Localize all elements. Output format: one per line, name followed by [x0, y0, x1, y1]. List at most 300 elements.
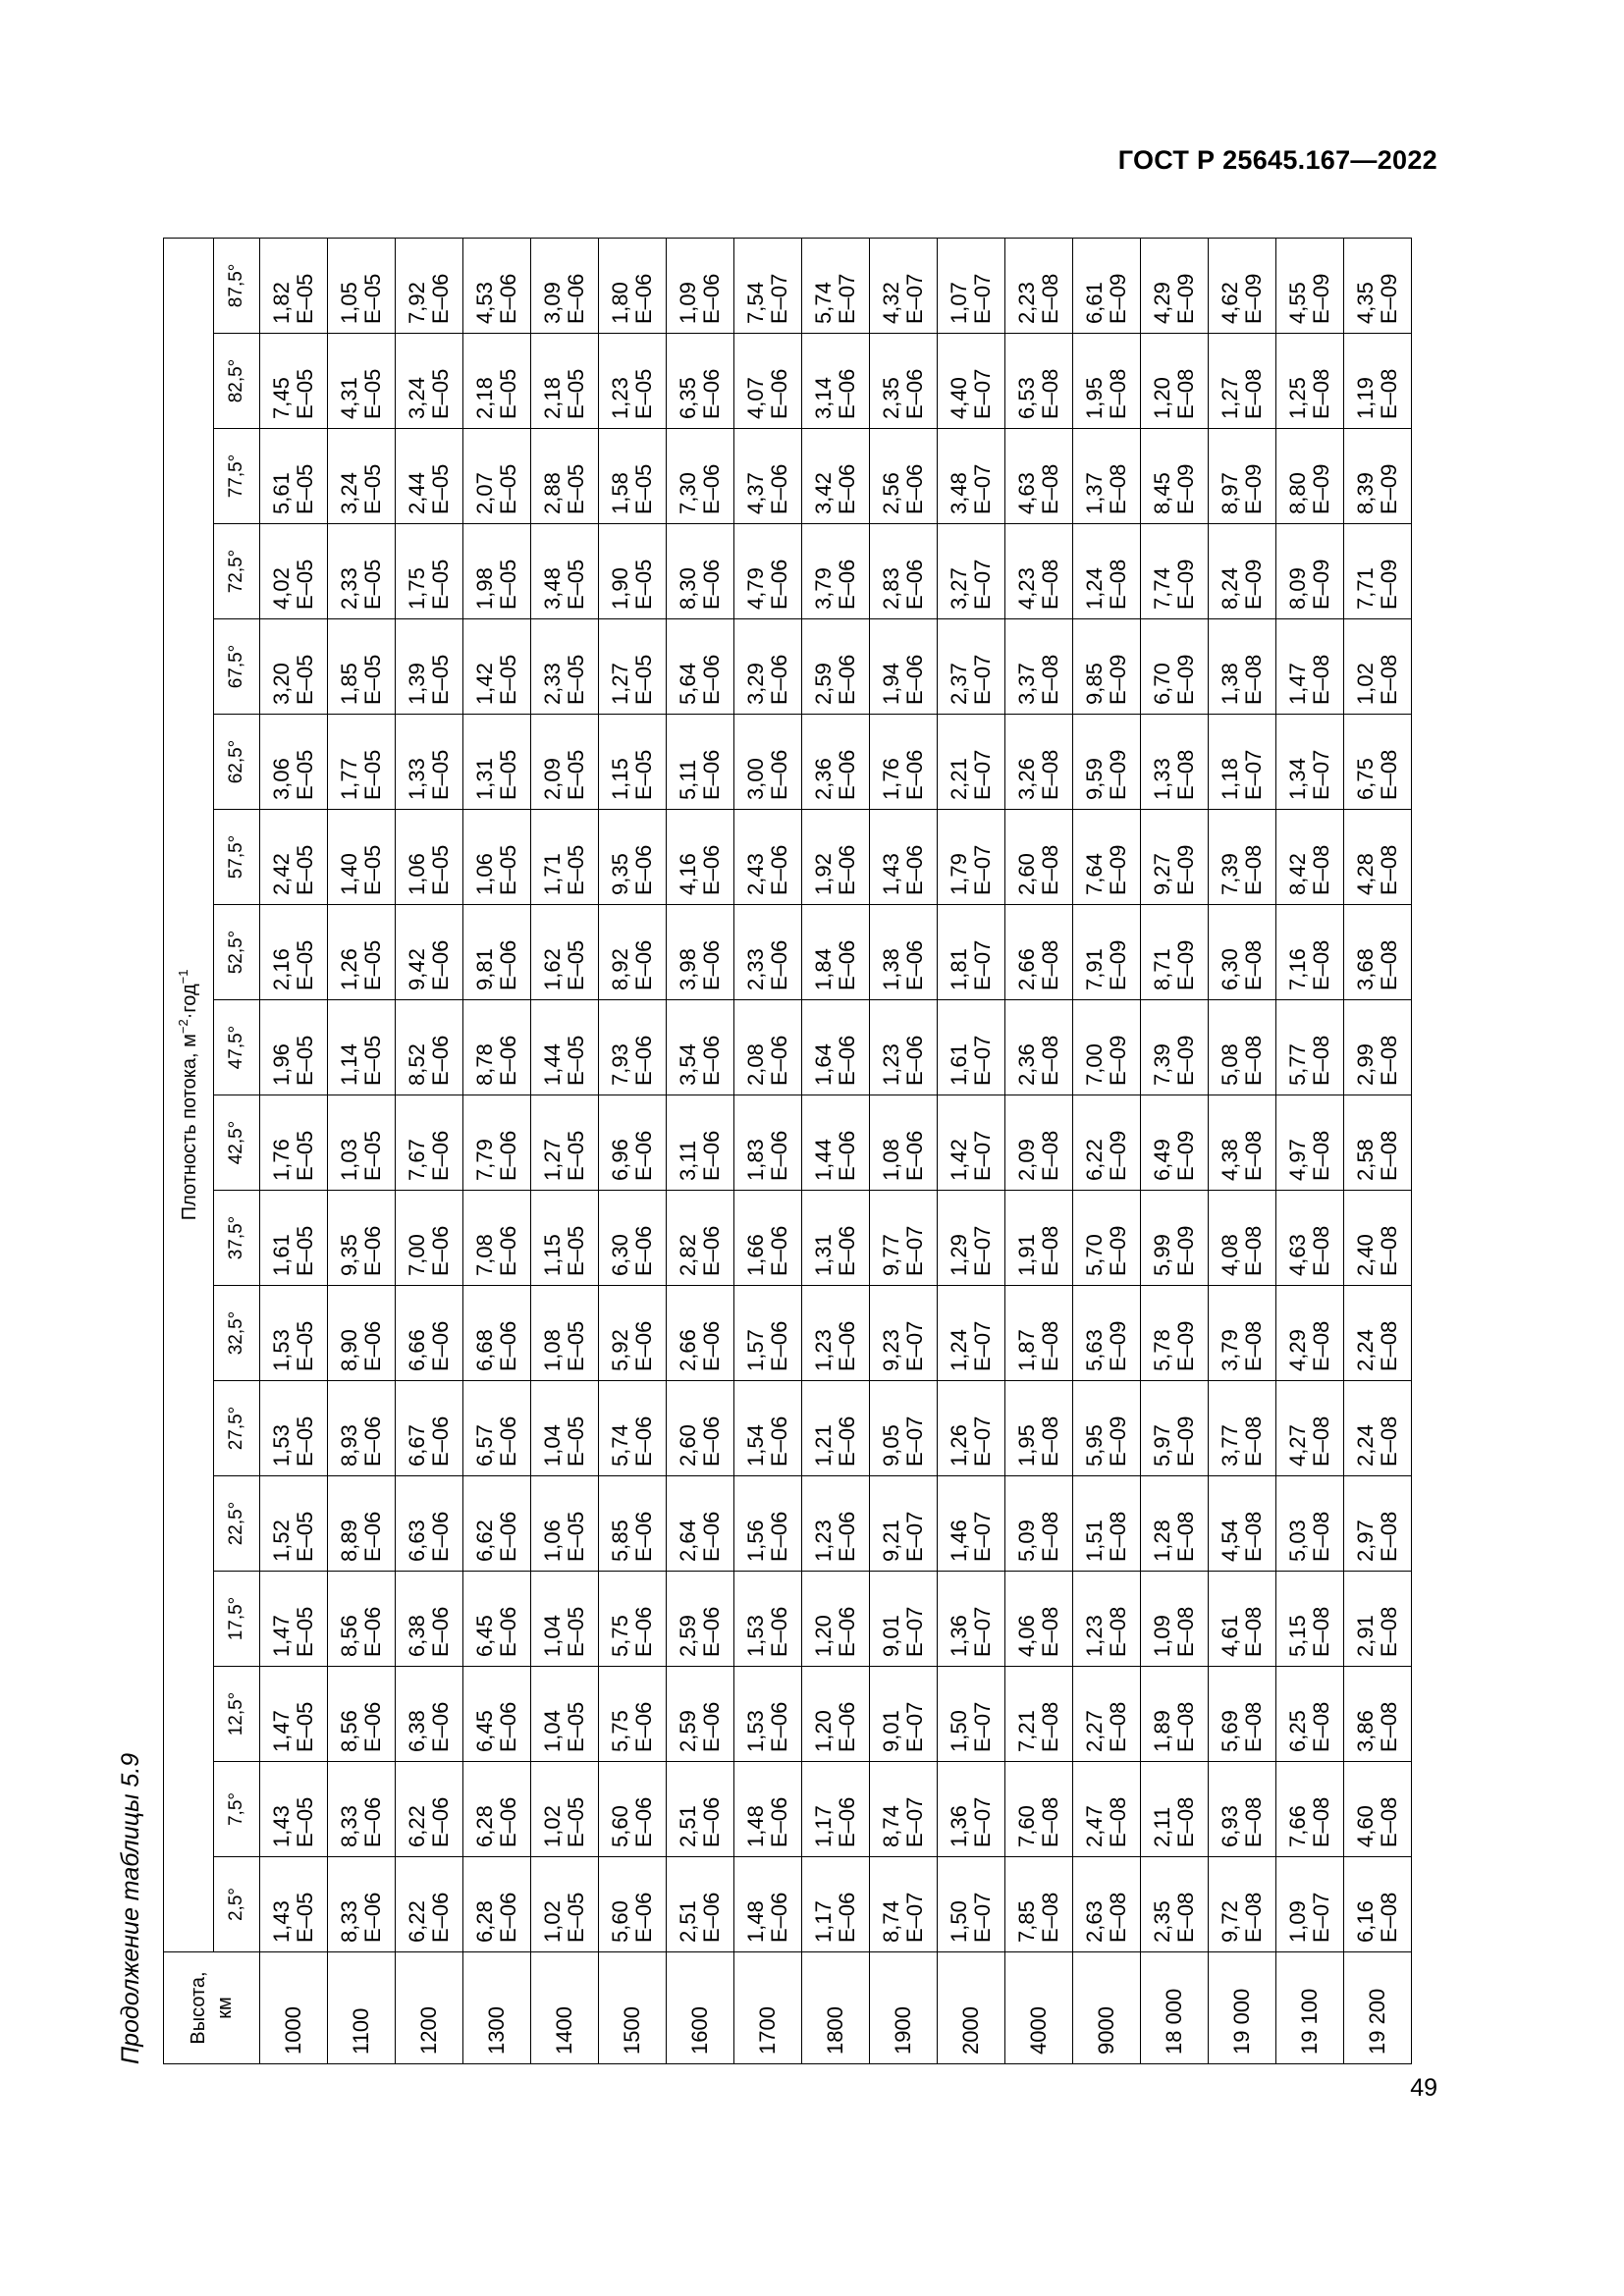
- altitude-cell: 9000: [1073, 1952, 1141, 2064]
- flux-value-cell: [1344, 810, 1412, 905]
- mantissa: 6,38: [405, 1615, 429, 1657]
- exponent: E–06: [767, 1701, 791, 1752]
- exponent: E–06: [496, 1892, 520, 1943]
- exponent: E–08: [1173, 1606, 1198, 1657]
- exponent: E–07: [970, 368, 995, 419]
- mantissa: 2,51: [676, 1805, 700, 1847]
- flux-value-cell: [1141, 1572, 1209, 1667]
- exponent: E–08: [1038, 559, 1062, 610]
- mantissa: 1,75: [405, 567, 429, 610]
- exponent: E–05: [496, 559, 520, 610]
- mantissa: 2,83: [879, 567, 903, 610]
- mantissa: 1,84: [811, 948, 836, 990]
- mantissa: 1,06: [472, 853, 497, 895]
- exponent: E–06: [360, 1701, 385, 1752]
- flux-value-cell: [938, 1381, 1005, 1476]
- exponent: E–08: [1173, 1892, 1198, 1943]
- mantissa: 2,58: [1353, 1139, 1378, 1181]
- document-code: ГОСТ Р 25645.167—2022: [1117, 145, 1437, 175]
- mantissa: 5,69: [1218, 1710, 1242, 1752]
- flux-value-cell: [463, 1572, 531, 1667]
- mantissa: 1,76: [879, 758, 903, 800]
- mantissa: 1,90: [608, 567, 632, 610]
- flux-value-cell: [802, 715, 870, 810]
- flux-value-cell: [396, 619, 463, 715]
- exponent: E–06: [767, 1606, 791, 1657]
- exponent: E–08: [1309, 1035, 1333, 1086]
- mantissa: 3,00: [743, 758, 768, 800]
- mantissa: 8,39: [1353, 472, 1378, 514]
- mantissa: 7,85: [1014, 1900, 1039, 1943]
- mantissa: 3,42: [811, 472, 836, 514]
- mantissa: 9,35: [608, 853, 632, 895]
- mantissa: 1,57: [743, 1329, 768, 1371]
- flux-value-cell: [531, 1191, 599, 1286]
- flux-value-cell: [463, 1667, 531, 1762]
- exponent: E–08: [1038, 1796, 1062, 1847]
- exponent: E–05: [293, 749, 317, 800]
- flux-value-cell: [1344, 1762, 1412, 1857]
- table-row: [396, 238, 463, 2063]
- exponent: E–05: [360, 939, 385, 990]
- altitude-cell: 1100: [328, 1952, 396, 2064]
- mantissa: 3,79: [1218, 1329, 1242, 1371]
- flux-value-cell: [328, 1572, 396, 1667]
- mantissa: 3,14: [811, 377, 836, 419]
- angle-header: 37,5°: [214, 1191, 260, 1286]
- exponent: E–08: [1038, 1035, 1062, 1086]
- flux-value-cell: [870, 334, 938, 429]
- exponent: E–08: [1038, 1225, 1062, 1276]
- exponent: E–06: [835, 559, 859, 610]
- exponent: E–07: [902, 1892, 927, 1943]
- exponent: E–06: [428, 273, 453, 324]
- mantissa: 1,94: [879, 663, 903, 705]
- flux-value-cell: [599, 1857, 667, 1952]
- mantissa: 2,36: [811, 758, 836, 800]
- exponent: E–06: [496, 1035, 520, 1086]
- flux-value-cell: [802, 1667, 870, 1762]
- exponent: E–06: [631, 844, 656, 895]
- flux-value-cell: [802, 1286, 870, 1381]
- flux-value-cell: [938, 1476, 1005, 1572]
- mantissa: 5,63: [1082, 1329, 1107, 1371]
- table-row: [1344, 238, 1412, 2063]
- exponent: E–05: [428, 463, 453, 514]
- table-row: [802, 238, 870, 2063]
- exponent: E–08: [1173, 1701, 1198, 1752]
- flux-value-cell: [260, 524, 328, 619]
- flux-value-cell: [1209, 715, 1276, 810]
- exponent: E–08: [1173, 749, 1198, 800]
- flux-value-cell: [667, 619, 734, 715]
- mantissa: 1,83: [743, 1139, 768, 1181]
- exponent: E–06: [835, 1511, 859, 1562]
- flux-value-cell: [396, 1381, 463, 1476]
- mantissa: 1,23: [608, 377, 632, 419]
- flux-value-cell: [531, 1095, 599, 1191]
- flux-value-cell: [531, 1667, 599, 1762]
- mantissa: 5,85: [608, 1520, 632, 1562]
- flux-value-cell: [463, 715, 531, 810]
- flux-value-cell: [396, 1000, 463, 1095]
- mantissa: 1,06: [405, 853, 429, 895]
- flux-value-cell: [599, 1095, 667, 1191]
- flux-value-cell: [1276, 238, 1344, 333]
- exponent: E–09: [1377, 273, 1401, 324]
- mantissa: 2,09: [540, 758, 565, 800]
- flux-value-cell: [1005, 1381, 1073, 1476]
- mantissa: 2,66: [1014, 948, 1039, 990]
- mantissa: 7,66: [1285, 1805, 1310, 1847]
- flux-value-cell: [667, 1381, 734, 1476]
- exponent: E–06: [902, 559, 927, 610]
- mantissa: 2,51: [676, 1900, 700, 1943]
- mantissa: 7,16: [1285, 948, 1310, 990]
- flux-value-cell: [734, 810, 802, 905]
- mantissa: 4,54: [1218, 1520, 1242, 1562]
- mantissa: 6,62: [472, 1520, 497, 1562]
- mantissa: 1,19: [1353, 377, 1378, 419]
- flux-value-cell: [1209, 524, 1276, 619]
- exponent: E–05: [564, 844, 588, 895]
- flux-value-cell: [1073, 238, 1141, 333]
- table-row: [734, 238, 802, 2063]
- exponent: E–09: [1106, 1225, 1130, 1276]
- exponent: E–05: [428, 368, 453, 419]
- mantissa: 4,61: [1218, 1615, 1242, 1657]
- exponent: E–08: [1377, 1130, 1401, 1181]
- exponent: E–06: [360, 1511, 385, 1562]
- exponent: E–05: [360, 844, 385, 895]
- mantissa: 1,37: [1082, 472, 1107, 514]
- mantissa: 1,27: [608, 663, 632, 705]
- exponent: E–05: [564, 1606, 588, 1657]
- mantissa: 1,47: [269, 1615, 294, 1657]
- flux-value-cell: [599, 1762, 667, 1857]
- mantissa: 1,05: [337, 282, 361, 324]
- mantissa: 4,37: [743, 472, 768, 514]
- flux-value-cell: [1344, 619, 1412, 715]
- flux-value-cell: [1005, 1667, 1073, 1762]
- flux-value-cell: [734, 1572, 802, 1667]
- mantissa: 4,29: [1285, 1329, 1310, 1371]
- flux-value-cell: [667, 238, 734, 333]
- flux-value-cell: [463, 1286, 531, 1381]
- mantissa: 2,07: [472, 472, 497, 514]
- mantissa: 7,30: [676, 472, 700, 514]
- exponent: E–07: [970, 1320, 995, 1371]
- flux-value-cell: [802, 619, 870, 715]
- mantissa: 4,79: [743, 567, 768, 610]
- mantissa: 2,37: [947, 663, 971, 705]
- mantissa: 5,75: [608, 1710, 632, 1752]
- exponent: E–06: [428, 1415, 453, 1467]
- mantissa: 8,78: [472, 1043, 497, 1086]
- flux-value-cell: [1209, 1000, 1276, 1095]
- mantissa: 1,89: [1150, 1710, 1174, 1752]
- mantissa: 6,49: [1150, 1139, 1174, 1181]
- angle-header: 2,5°: [214, 1857, 260, 1952]
- mantissa: 2,11: [1150, 1806, 1174, 1847]
- exponent: E–06: [767, 1130, 791, 1181]
- exponent: E–05: [428, 559, 453, 610]
- flux-value-cell: [1344, 1667, 1412, 1762]
- mantissa: 2,82: [676, 1234, 700, 1276]
- exponent: E–07: [1309, 1892, 1333, 1943]
- flux-value-cell: [1005, 619, 1073, 715]
- flux-value-cell: [1005, 905, 1073, 1000]
- exponent: E–06: [835, 1606, 859, 1657]
- exponent: E–08: [1106, 1606, 1130, 1657]
- exponent: E–08: [1241, 1511, 1266, 1562]
- flux-value-cell: [463, 619, 531, 715]
- flux-value-cell: [734, 1667, 802, 1762]
- flux-value-cell: [1344, 1572, 1412, 1667]
- exponent: E–08: [1377, 1701, 1401, 1752]
- flux-value-cell: [667, 1000, 734, 1095]
- table-row: [328, 238, 396, 2063]
- flux-value-cell: [938, 1667, 1005, 1762]
- flux-value-cell: [1005, 429, 1073, 524]
- exponent: E–07: [767, 273, 791, 324]
- exponent: E–06: [699, 1035, 724, 1086]
- flux-value-cell: [463, 1000, 531, 1095]
- angle-header: 62,5°: [214, 715, 260, 810]
- mantissa: 2,59: [676, 1710, 700, 1752]
- exponent: E–08: [1038, 1892, 1062, 1943]
- flux-value-cell: [260, 1857, 328, 1952]
- mantissa: 1,52: [269, 1520, 294, 1562]
- flux-value-cell: [1073, 810, 1141, 905]
- flux-value-cell: [260, 429, 328, 524]
- mantissa: 6,22: [405, 1805, 429, 1847]
- flux-value-cell: [802, 1000, 870, 1095]
- exponent: E–08: [1377, 1225, 1401, 1276]
- mantissa: 4,35: [1353, 282, 1378, 324]
- mantissa: 8,45: [1150, 472, 1174, 514]
- flux-value-cell: [938, 715, 1005, 810]
- table-row: [260, 238, 328, 2063]
- flux-value-cell: [870, 1191, 938, 1286]
- exponent: E–08: [1377, 1035, 1401, 1086]
- exponent: E–08: [1309, 368, 1333, 419]
- flux-value-cell: [734, 1191, 802, 1286]
- mantissa: 6,63: [405, 1520, 429, 1562]
- exponent: E–05: [293, 368, 317, 419]
- mantissa: 2,16: [269, 948, 294, 990]
- exponent: E–06: [699, 463, 724, 514]
- exponent: E–06: [835, 1415, 859, 1467]
- flux-value-cell: [938, 1191, 1005, 1286]
- flux-value-cell: [1073, 715, 1141, 810]
- exponent: E–05: [293, 1035, 317, 1086]
- mantissa: 4,06: [1014, 1615, 1039, 1657]
- exponent: E–05: [360, 559, 385, 610]
- flux-value-cell: [260, 334, 328, 429]
- exponent: E–07: [970, 1035, 995, 1086]
- exponent: E–08: [1377, 844, 1401, 895]
- table-row: [1276, 238, 1344, 2063]
- exponent: E–09: [1106, 1415, 1130, 1467]
- angle-header: 12,5°: [214, 1667, 260, 1762]
- flux-value-cell: [599, 429, 667, 524]
- mantissa: 8,24: [1218, 567, 1242, 610]
- exponent: E–08: [1309, 1225, 1333, 1276]
- exponent: E–06: [835, 1320, 859, 1371]
- exponent: E–07: [970, 463, 995, 514]
- flux-value-cell: [260, 1286, 328, 1381]
- flux-value-cell: [328, 334, 396, 429]
- exponent: E–06: [360, 1225, 385, 1276]
- exponent: E–08: [1241, 1225, 1266, 1276]
- mantissa: 2,35: [1150, 1900, 1174, 1943]
- exponent: E–06: [835, 1701, 859, 1752]
- flux-value-cell: [1209, 238, 1276, 333]
- flux-value-cell: [1073, 1667, 1141, 1762]
- mantissa: 1,47: [1285, 663, 1310, 705]
- flux-value-cell: [1209, 1572, 1276, 1667]
- exponent: E–07: [902, 1511, 927, 1562]
- flux-value-cell: [531, 810, 599, 905]
- flux-value-cell: [1276, 1667, 1344, 1762]
- flux-value-cell: [531, 1286, 599, 1381]
- mantissa: 3,48: [540, 567, 565, 610]
- height-header-line1: Высота,: [187, 1971, 209, 2045]
- mantissa: 6,68: [472, 1329, 497, 1371]
- exponent: E–06: [496, 1415, 520, 1467]
- mantissa: 9,35: [337, 1234, 361, 1276]
- mantissa: 7,91: [1082, 948, 1107, 990]
- flux-value-cell: [1276, 1857, 1344, 1952]
- mantissa: 2,88: [540, 472, 565, 514]
- mantissa: 1,09: [1150, 1615, 1174, 1657]
- exponent: E–06: [767, 1796, 791, 1847]
- flux-header-main: Плотность потока, м: [179, 1034, 200, 1221]
- flux-value-cell: [1276, 1762, 1344, 1857]
- exponent: E–05: [293, 1130, 317, 1181]
- flux-value-cell: [734, 524, 802, 619]
- flux-value-cell: [667, 1476, 734, 1572]
- mantissa: 5,08: [1218, 1043, 1242, 1086]
- flux-value-cell: [1209, 810, 1276, 905]
- flux-value-cell: [1276, 1381, 1344, 1476]
- mantissa: 1,31: [811, 1234, 836, 1276]
- flux-value-cell: [396, 334, 463, 429]
- mantissa: 2,59: [676, 1615, 700, 1657]
- angle-header: 47,5°: [214, 1000, 260, 1095]
- mantissa: 3,06: [269, 758, 294, 800]
- mantissa: 1,33: [405, 758, 429, 800]
- exponent: E–08: [1309, 1796, 1333, 1847]
- exponent: E–05: [564, 1701, 588, 1752]
- exponent: E–06: [767, 654, 791, 705]
- exponent: E–06: [496, 1796, 520, 1847]
- exponent: E–05: [360, 654, 385, 705]
- flux-value-cell: [531, 905, 599, 1000]
- flux-header-exp2: −1: [176, 969, 190, 985]
- flux-value-cell: [1141, 1857, 1209, 1952]
- mantissa: 5,60: [608, 1805, 632, 1847]
- exponent: E–06: [631, 1130, 656, 1181]
- mantissa: 1,23: [1082, 1615, 1107, 1657]
- altitude-cell: 4000: [1005, 1952, 1073, 2064]
- angle-header: 67,5°: [214, 619, 260, 715]
- mantissa: 3,09: [540, 282, 565, 324]
- flux-value-cell: [1141, 1667, 1209, 1762]
- flux-value-cell: [734, 619, 802, 715]
- exponent: E–09: [1173, 1130, 1198, 1181]
- flux-value-cell: [1005, 1476, 1073, 1572]
- exponent: E–08: [1309, 1511, 1333, 1562]
- mantissa: 1,33: [1150, 758, 1174, 800]
- mantissa: 1,51: [1082, 1520, 1107, 1562]
- mantissa: 2,43: [743, 853, 768, 895]
- flux-value-cell: [870, 1381, 938, 1476]
- exponent: E–05: [564, 1130, 588, 1181]
- mantissa: 7,21: [1014, 1710, 1039, 1752]
- exponent: E–05: [564, 1892, 588, 1943]
- exponent: E–06: [902, 463, 927, 514]
- mantissa: 3,20: [269, 663, 294, 705]
- exponent: E–09: [1241, 463, 1266, 514]
- mantissa: 1,02: [1353, 663, 1378, 705]
- exponent: E–05: [428, 844, 453, 895]
- exponent: E–08: [1106, 559, 1130, 610]
- mantissa: 8,74: [879, 1900, 903, 1943]
- mantissa: 5,11: [676, 759, 700, 800]
- exponent: E–05: [293, 1415, 317, 1467]
- mantissa: 1,36: [947, 1805, 971, 1847]
- exponent: E–08: [1038, 463, 1062, 514]
- flux-value-cell: [328, 1381, 396, 1476]
- mantissa: 1,81: [947, 948, 971, 990]
- flux-value-cell: [328, 1857, 396, 1952]
- mantissa: 1,06: [540, 1520, 565, 1562]
- exponent: E–09: [1173, 463, 1198, 514]
- flux-value-cell: [599, 238, 667, 333]
- flux-value-cell: [1276, 1191, 1344, 1286]
- flux-value-cell: [1344, 524, 1412, 619]
- mantissa: 2,18: [472, 377, 497, 419]
- flux-value-cell: [396, 1762, 463, 1857]
- exponent: E–06: [767, 1415, 791, 1467]
- exponent: E–07: [970, 1130, 995, 1181]
- mantissa: 1,62: [540, 948, 565, 990]
- exponent: E–08: [1309, 1606, 1333, 1657]
- exponent: E–06: [631, 273, 656, 324]
- flux-value-cell: [599, 810, 667, 905]
- flux-value-cell: [734, 1095, 802, 1191]
- flux-value-cell: [1141, 429, 1209, 524]
- mantissa: 6,61: [1082, 282, 1107, 324]
- mantissa: 3,79: [811, 567, 836, 610]
- mantissa: 1,54: [743, 1424, 768, 1467]
- exponent: E–06: [835, 749, 859, 800]
- table-row: [1141, 238, 1209, 2063]
- mantissa: 1,26: [337, 948, 361, 990]
- exponent: E–09: [1309, 273, 1333, 324]
- mantissa: 1,50: [947, 1900, 971, 1943]
- flux-value-cell: [260, 1381, 328, 1476]
- table-row: [599, 238, 667, 2063]
- mantissa: 1,15: [540, 1234, 565, 1276]
- exponent: E–05: [360, 273, 385, 324]
- mantissa: 4,40: [947, 377, 971, 419]
- flux-value-cell: [870, 1095, 938, 1191]
- exponent: E–06: [699, 1511, 724, 1562]
- mantissa: 3,98: [676, 948, 700, 990]
